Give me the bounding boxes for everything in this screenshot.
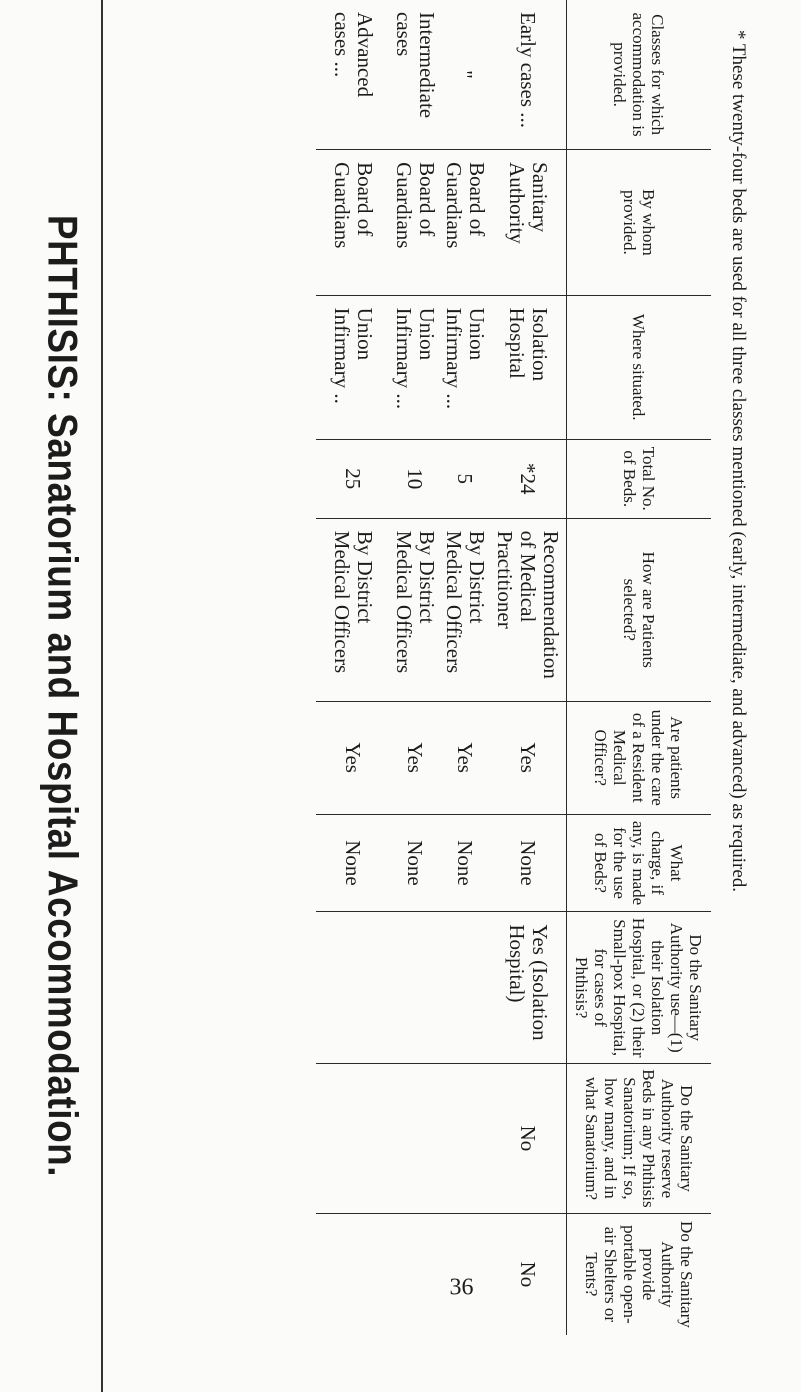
cell-shelters	[316, 1213, 390, 1335]
header-charge: What charge, if any, is made for the use of Beds?	[567, 814, 712, 912]
title-phthisis: PHTHISIS:	[39, 214, 86, 403]
header-classes: Classes for which accommodation is provided.	[567, 0, 712, 150]
cell-reserve-beds: No	[490, 1064, 567, 1214]
bottom-rule	[101, 0, 103, 1392]
cell-shelters: No	[490, 1213, 567, 1335]
cell-provider: Board of Guardians	[316, 150, 390, 295]
cell-isolation-use	[440, 912, 490, 1064]
cell-selection: By District Medical Officers	[440, 518, 490, 701]
cell-classes: Early cases ...	[516, 12, 541, 129]
header-shelters: Do the Sanitary Authority provide portable open-air Shelters or Tents?	[567, 1213, 712, 1335]
page-number: 36	[449, 1274, 474, 1301]
cell-classes: Advanced cases ...	[330, 12, 377, 98]
table-row	[390, 0, 440, 1335]
header-isolation-use: Do the Sanitary Authority use—(1) their Isolation Hospital, or (2) their Small-pox Hospital, for cases of Phthisis?	[567, 912, 712, 1064]
cell-selection: By District Medical Officers	[316, 518, 390, 701]
cell-shelters	[440, 1213, 490, 1335]
header-reserve-beds: Do the Sanitary Authority reserve Beds in any Phthisis Sanatorium; If so, how many, and in what Sanatorium?	[567, 1064, 712, 1214]
header-resident: Are patients under the care of a Resident Medical Officer?	[567, 701, 712, 814]
cell-situated: Isolation Hospital	[490, 295, 567, 439]
cell-beds: 25	[316, 439, 390, 518]
cell-resident: Yes	[440, 701, 490, 814]
title-subtitle: Sanatorium and Hospital Accommodation.	[39, 413, 86, 1178]
accommodation-table	[316, 0, 711, 1335]
cell-reserve-beds	[390, 1064, 440, 1214]
page-title	[38, 0, 85, 1392]
cell-resident: Yes	[316, 701, 390, 814]
cell-isolation-use: Yes (Isolation Hospital)	[490, 912, 567, 1064]
cell-selection: Recommendation of Medical Practitioner	[490, 518, 567, 701]
table-row	[440, 0, 490, 1335]
header-beds: Total No. of Beds.	[567, 439, 712, 518]
cell-reserve-beds	[440, 1064, 490, 1214]
cell-provider: Sanitary Authority	[490, 150, 567, 295]
cell-resident: Yes	[390, 701, 440, 814]
cell-charge: None	[440, 814, 490, 912]
header-selection: How are Patients selected?	[567, 518, 712, 701]
table-row	[316, 0, 390, 1335]
cell-reserve-beds	[316, 1064, 390, 1214]
cell-selection: By District Medical Officers	[390, 518, 440, 701]
cell-charge: None	[490, 814, 567, 912]
cell-beds: *24	[490, 439, 567, 518]
header-provider: By whom provided.	[567, 150, 712, 295]
cell-charge: None	[390, 814, 440, 912]
cell-isolation-use	[316, 912, 390, 1064]
table-header-row	[567, 0, 712, 1335]
cell-situated: Union Infirmary ..	[316, 295, 390, 439]
cell-classes: "	[453, 70, 478, 79]
header-situated: Where situated.	[567, 295, 712, 439]
cell-situated: Union Infirmary ...	[440, 295, 490, 439]
cell-classes: Intermediate cases	[392, 12, 439, 119]
cell-charge: None	[316, 814, 390, 912]
cell-beds: 5	[440, 439, 490, 518]
cell-situated: Union Infirmary ...	[390, 295, 440, 439]
cell-provider: Board of Guardians	[390, 150, 440, 295]
cell-beds: 10	[390, 439, 440, 518]
footnote: * These twenty-four beds are used for all three classes mentioned (early, intermediate, and advanced) as required.	[728, 30, 749, 893]
table-row	[490, 0, 567, 1335]
cell-shelters	[390, 1213, 440, 1335]
cell-resident: Yes	[490, 701, 567, 814]
cell-provider: Board of Guardians	[440, 150, 490, 295]
cell-isolation-use	[390, 912, 440, 1064]
